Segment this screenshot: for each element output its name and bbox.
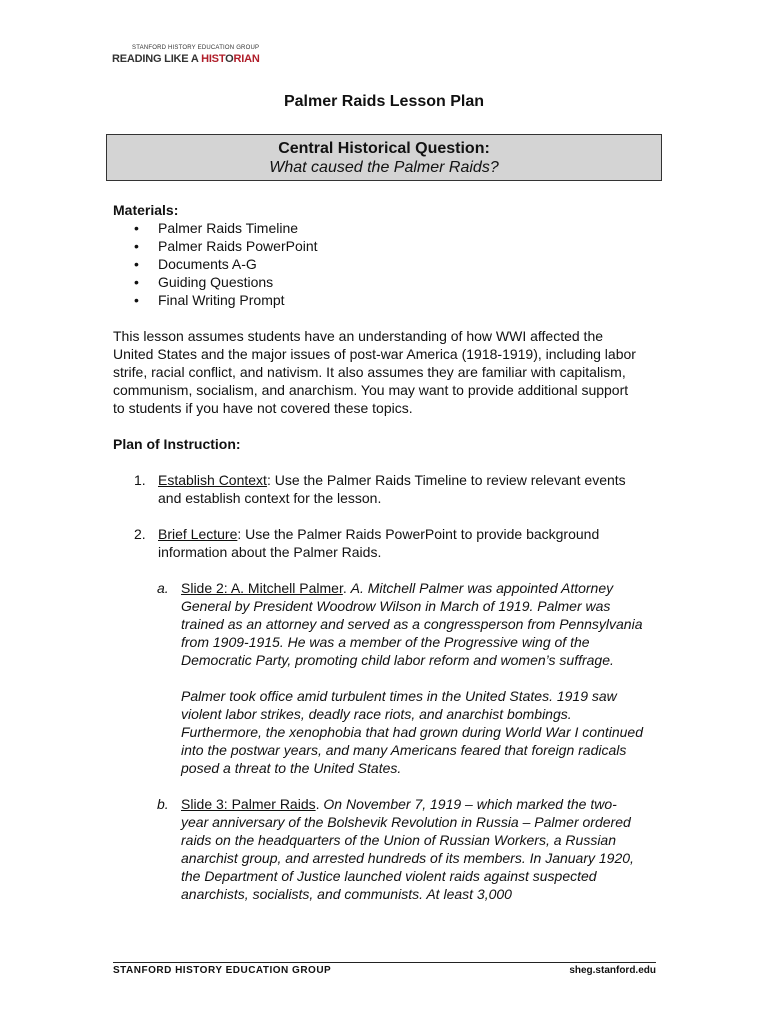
slide-label: Slide 3: Palmer Raids	[181, 796, 316, 812]
logo-text-red-2: RIAN	[233, 53, 260, 65]
logo-text-left: READING LIKE A	[112, 53, 202, 65]
list-item: • Guiding Questions	[113, 273, 643, 291]
slide-label: Slide 2: A. Mitchell Palmer	[181, 580, 343, 596]
sub-letter: a.	[157, 580, 169, 596]
slide-text: A. Mitchell Palmer was appointed Attorney General by President Woodrow Wilson in March of 1919. Palmer was trained as an attorney and served as a congressperson from Pennsylvania from 1909-1915. He was a member of the Progressive wing of the Democratic Party, promoting child labor reform and women’s suffrage.	[181, 580, 643, 668]
plan-step-2	[113, 525, 643, 561]
step-number: 1.	[134, 472, 146, 488]
logo-org-name: STANFORD HISTORY EDUCATION GROUP	[132, 45, 260, 51]
list-item: • Final Writing Prompt	[113, 291, 643, 309]
central-question-box	[106, 134, 662, 181]
footer-website: sheg.stanford.edu	[569, 965, 656, 976]
list-item: • Palmer Raids PowerPoint	[113, 237, 643, 255]
footer-divider	[113, 962, 656, 963]
document-title: Palmer Raids Lesson Plan	[283, 93, 485, 110]
step-label: Brief Lecture	[158, 526, 238, 542]
step-number: 2.	[134, 526, 146, 542]
plan-heading: Plan of Instruction:	[113, 436, 241, 452]
slide-3-note	[113, 795, 643, 903]
list-item: • Documents A-G	[113, 255, 643, 273]
materials-list	[113, 219, 643, 309]
central-question-text: What caused the Palmer Raids?	[269, 159, 499, 176]
logo	[112, 44, 260, 66]
logo-wordmark	[112, 52, 260, 66]
document-body	[113, 201, 643, 903]
sub-letter: b.	[157, 796, 169, 812]
step-text: : Use the Palmer Raids PowerPoint to provide background information about the Palmer Raids.	[158, 526, 600, 560]
step-text: : Use the Palmer Raids Timeline to review relevant events and establish context for the lesson.	[158, 472, 626, 506]
central-question-title: Central Historical Question:	[278, 140, 490, 157]
intro-paragraph: This lesson assumes students have an understanding of how WWI affected the United States and the major issues of post-war America (1918-1919), including labor strife, racial conflict, and nativism. It also assumes they are familiar with capitalism, communism, socialism, and anarchism. You may want to provide additional support to students if you have not covered these topics.	[113, 328, 636, 416]
slide-separator: .	[315, 796, 324, 812]
slide-text: On November 7, 1919 – which marked the two-year anniversary of the Bolshevik Revolution in Russia – Palmer ordered raids on the headquarters of the Union of Russian Workers, a Russian anarchist group, and arrested hundreds of its members. In January 1920, the Department of Justice launched violent raids against suspected anarchists, socialists, and communists. At least 3,000	[181, 796, 634, 902]
footer-org-name: STANFORD HISTORY EDUCATION GROUP	[113, 965, 332, 976]
list-item: • Palmer Raids Timeline	[113, 219, 643, 237]
slide-2-note	[113, 579, 643, 669]
step-label: Establish Context	[158, 472, 267, 488]
plan-step-1	[113, 471, 643, 507]
logo-text-red-1: HIST	[201, 53, 226, 65]
materials-heading: Materials:	[113, 202, 179, 218]
logo-text-mid: O	[225, 53, 234, 65]
slide-2-note-continued: Palmer took office amid turbulent times in the United States. 1919 saw violent labor strikes, deadly race riots, and anarchist bombings. Furthermore, the xenophobia that had grown during World War I continued into the postwar years, and many Americans feared that foreign radicals posed a threat to the United States.	[181, 688, 643, 776]
slide-separator: .	[342, 580, 351, 596]
